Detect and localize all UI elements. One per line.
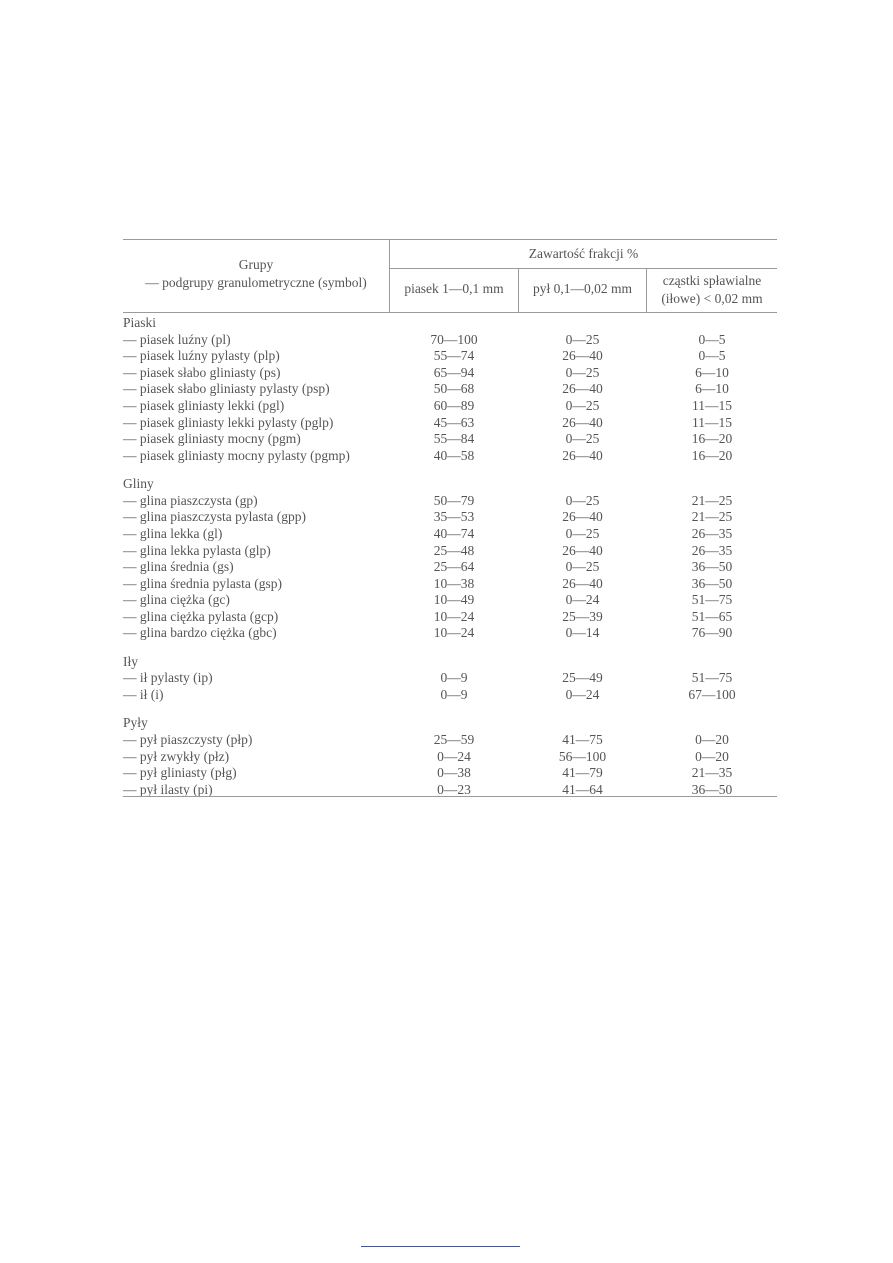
sand-value: 40—58 [433,447,475,463]
clay-value: 36—50 [691,575,733,591]
sand-value: 0—9 [440,687,468,703]
silt-value: 26—40 [562,509,603,525]
subgroup-name: — glina piaszczysta (gp) [123,492,258,508]
clay-value: 36—50 [691,781,733,797]
sand-value: 0—24 [437,748,471,764]
sand-value: 40—74 [433,525,475,541]
subgroup-name: — pył piaszczysty (płp) [123,732,253,748]
silt-value: 0—25 [565,431,600,447]
table-row [123,332,777,349]
table-row [123,543,777,560]
table-row [123,559,777,576]
sand-value: 50—68 [433,381,475,397]
table-row [123,431,777,448]
subgroup-name: — ił pylasty (ip) [123,670,213,686]
silt-value: 26—40 [562,447,603,463]
subgroup-name: — glina średnia (gs) [123,559,234,575]
table-header [123,239,777,313]
sand-value: 25—64 [433,559,475,575]
silt-value: 0—24 [565,592,600,608]
silt-value: 26—40 [562,348,603,364]
header-col-clay-line1: cząstki spławialne [662,273,762,288]
subgroup-name: — piasek gliniasty mocny pylasty (pgmp) [123,447,350,463]
sand-value: 50—79 [433,492,475,508]
subgroup-name: — piasek gliniasty lekki pylasty (pglp) [123,414,334,430]
clay-value: 51—75 [691,670,733,686]
table-row [123,509,777,526]
silt-value: 41—75 [562,732,603,748]
sand-value: 0—38 [437,765,471,781]
clay-value: 16—20 [691,431,733,447]
clay-value: 36—50 [691,559,733,575]
silt-value: 0—24 [565,687,600,703]
group-spacer [123,642,777,654]
clay-value: 6—10 [695,364,729,380]
table-row [123,415,777,432]
subgroup-name: — pył zwykły (płz) [123,748,230,764]
header-groups-title: Grupy [238,257,274,272]
table-row [123,576,777,593]
table-row [123,526,777,543]
clay-value: 21—35 [691,765,733,781]
subgroup-name: — glina lekka (gl) [123,525,223,541]
silt-value: 0—14 [565,625,600,641]
table-row [123,749,777,766]
sand-value: 0—23 [437,781,471,797]
silt-value: 41—79 [562,765,603,781]
header-col-sand: piasek 1—0,1 mm [404,281,504,296]
clay-value: 51—65 [691,608,733,624]
table-row [123,365,777,382]
clay-value: 51—75 [691,592,733,608]
silt-value: 26—40 [562,381,603,397]
sand-value: 55—74 [433,348,475,364]
sand-value: 0—9 [440,670,468,686]
sand-value: 25—48 [433,542,475,558]
silt-value: 0—25 [565,492,600,508]
clay-value: 26—35 [691,525,733,541]
sand-value: 10—38 [433,575,475,591]
subgroup-name: — piasek gliniasty lekki (pgl) [123,397,285,413]
silt-value: 0—25 [565,525,600,541]
subgroup-name: — piasek luźny pylasty (plp) [123,348,280,364]
header-fraction-group: Zawartość frakcji % [390,239,777,269]
subgroup-name: — glina bardzo ciężka (gbc) [123,625,277,641]
table-row [123,609,777,626]
silt-value: 56—100 [558,748,607,764]
header-col-clay [647,269,777,312]
group-heading: Piaski [123,315,157,330]
table-row [123,493,777,510]
silt-value: 0—25 [565,331,600,347]
subgroup-name: — glina lekka pylasta (glp) [123,542,271,558]
table-row [123,670,777,687]
subgroup-name: — piasek słabo gliniasty (ps) [123,364,281,380]
group-spacer [123,464,777,476]
subgroup-name: — glina średnia pylasta (gsp) [123,575,282,591]
clay-value: 21—25 [691,509,733,525]
subgroup-name: — glina ciężka (gc) [123,592,230,608]
silt-value: 26—40 [562,414,603,430]
subgroup-name: — piasek luźny (pl) [123,331,231,347]
table-body [123,315,777,798]
sand-value: 65—94 [433,364,475,380]
sand-value: 35—53 [433,509,475,525]
subgroup-name: — piasek słabo gliniasty pylasty (psp) [123,381,330,397]
clay-value: 0—5 [698,348,726,364]
silt-value: 25—49 [562,670,603,686]
sand-value: 10—49 [433,592,475,608]
footer-link-rule [361,1246,520,1247]
group-spacer [123,704,777,716]
group-heading-row [123,654,777,671]
header-subgroups-title: — podgrupy granulometryczne (symbol) [145,275,367,290]
table-row [123,765,777,782]
subgroup-name: — ił (i) [123,687,164,703]
group-heading: Pyły [123,715,148,731]
clay-value: 26—35 [691,542,733,558]
silt-value: 0—25 [565,364,600,380]
silt-value: 0—25 [565,559,600,575]
subgroup-name: — glina piaszczysta pylasta (gpp) [123,509,306,525]
group-heading-row [123,715,777,732]
table-row [123,687,777,704]
clay-value: 0—20 [695,748,729,764]
sand-value: 25—59 [433,732,475,748]
clay-value: 16—20 [691,447,733,463]
table-row [123,625,777,642]
header-col-clay-line2: (iłowe) < 0,02 mm [661,291,763,306]
subgroup-name: — pył ilasty (pi) [123,781,213,797]
silt-value: 0—25 [565,397,600,413]
sand-value: 10—24 [433,608,475,624]
table-row [123,348,777,365]
sand-value: 70—100 [430,331,478,347]
table-row [123,592,777,609]
header-col-silt: pył 0,1—0,02 mm [532,281,632,296]
table-row [123,398,777,415]
clay-value: 6—10 [695,381,729,397]
subgroup-name: — pył gliniasty (płg) [123,765,237,781]
silt-value: 26—40 [562,542,603,558]
clay-value: 11—15 [692,414,732,430]
clay-value: 21—25 [691,492,733,508]
clay-value: 0—5 [698,331,726,347]
group-heading: Gliny [123,476,154,492]
table-row [123,448,777,465]
silt-value: 25—39 [562,608,603,624]
table-row [123,381,777,398]
silt-value: 26—40 [562,575,603,591]
group-heading-row [123,315,777,332]
table-bottom-rule [123,796,777,797]
clay-value: 67—100 [688,687,736,703]
clay-value: 76—90 [691,625,733,641]
subgroup-name: — piasek gliniasty mocny (pgm) [123,431,301,447]
sand-value: 10—24 [433,625,475,641]
subgroup-name: — glina ciężka pylasta (gcp) [123,608,279,624]
clay-value: 11—15 [692,397,732,413]
clay-value: 0—20 [695,732,729,748]
silt-value: 41—64 [562,781,603,797]
sand-value: 60—89 [433,397,475,413]
sand-value: 55—84 [433,431,475,447]
group-heading: Iły [123,653,138,669]
sand-value: 45—63 [433,414,475,430]
group-heading-row [123,476,777,493]
table-row [123,732,777,749]
header-groups-cell [123,239,389,312]
